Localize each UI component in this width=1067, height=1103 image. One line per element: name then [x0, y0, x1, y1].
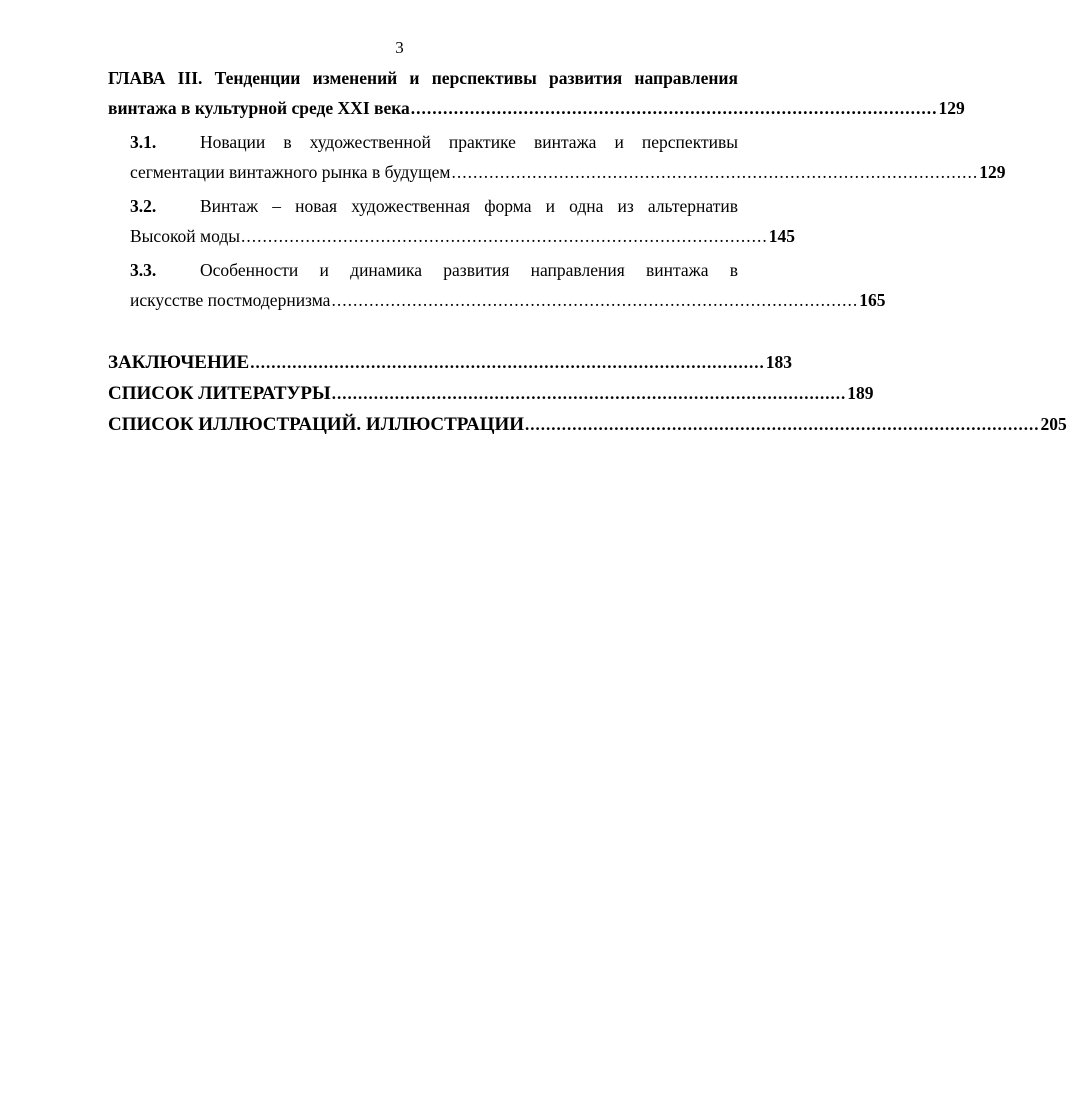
back-matter-page-number: 205 [1040, 414, 1067, 434]
dot-leader: .................................................................................................. [250, 353, 765, 372]
back-matter-title: СПИСОК ИЛЛЮСТРАЦИЙ. ИЛЛЮСТРАЦИИ [108, 414, 525, 435]
section-title-line1: Особенности и динамика развития направления винтажа в [200, 260, 738, 280]
section-number: 3.1. [130, 132, 157, 152]
section-number: 3.3. [130, 260, 157, 280]
toc-illustrations[interactable] [108, 412, 1067, 438]
back-matter-page-number: 183 [765, 352, 792, 372]
toc-conclusion[interactable] [108, 350, 792, 376]
section-title-line1: Новации в художественной практике винтажа и перспективы [200, 132, 738, 152]
toc-section-3-1[interactable] [108, 130, 1006, 190]
dot-leader: .................................................................................................. [331, 290, 859, 310]
section-title-line2: сегментации винтажного рынка в будущем [130, 162, 451, 182]
section-title-line2: искусстве постмодернизма [130, 290, 331, 310]
chapter-page-number: 129 [938, 98, 965, 118]
back-matter-title: ЗАКЛЮЧЕНИЕ [108, 352, 250, 373]
back-matter-title: СПИСОК ЛИТЕРАТУРЫ [108, 383, 331, 404]
toc-bibliography[interactable] [108, 381, 874, 407]
chapter-title-line2: винтажа в культурной среде XXI века [108, 98, 410, 118]
toc-chapter-3[interactable] [108, 66, 965, 126]
page-number: 3 [395, 38, 404, 57]
dot-leader: .................................................................................................. [410, 98, 938, 118]
section-page-number: 145 [768, 226, 796, 246]
dot-leader: .................................................................................................. [241, 226, 768, 246]
dot-leader: .................................................................................................. [451, 162, 979, 182]
dot-leader: .................................................................................................. [331, 384, 847, 403]
section-title-line1: Винтаж – новая художественная форма и одна из альтернатив [200, 196, 738, 216]
chapter-title-line1: ГЛАВА III. Тенденции изменений и перспективы развития направления [108, 68, 738, 88]
section-number: 3.2. [130, 196, 157, 216]
section-page-number: 165 [859, 290, 886, 310]
toc-section-3-2[interactable] [108, 194, 796, 254]
section-title-line2: Высокой моды [130, 226, 241, 246]
section-page-number: 129 [979, 162, 1006, 182]
toc-section-3-3[interactable] [108, 258, 886, 318]
dot-leader: .................................................................................................. [525, 415, 1040, 434]
back-matter-page-number: 189 [847, 383, 874, 403]
